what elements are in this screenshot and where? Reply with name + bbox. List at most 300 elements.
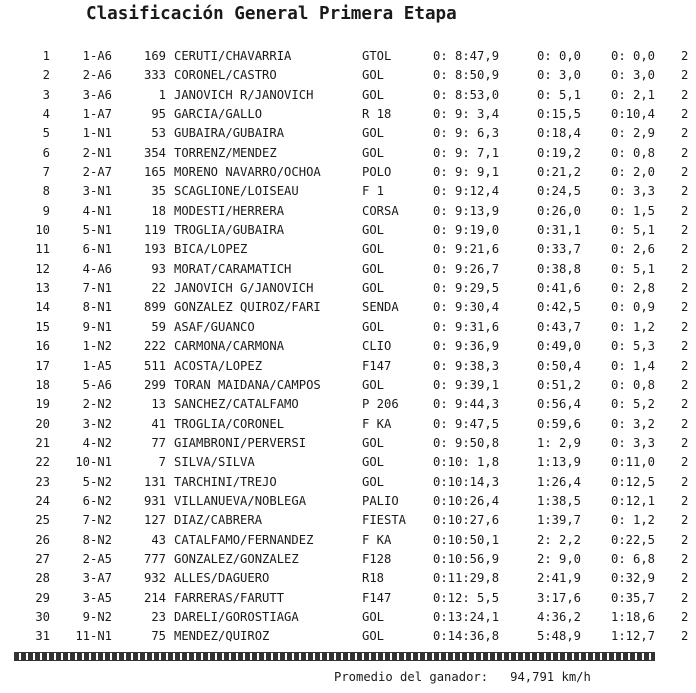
position: 26 [35, 532, 50, 547]
gap-to-leader: 0:59,6 [537, 416, 582, 431]
class-position: 6-N1 [82, 242, 112, 257]
car-number: 299 [143, 377, 166, 392]
car-model: GOL [362, 609, 385, 624]
class-position: 9-N2 [82, 609, 112, 624]
position: 12 [35, 261, 50, 276]
total-time: 0: 8:50,9 [433, 68, 500, 83]
gap-to-previous: 0: 5,1 [611, 223, 656, 238]
position: 29 [35, 590, 50, 605]
car-number: 193 [143, 242, 166, 257]
stage-count: 2 [681, 551, 689, 566]
car-model: CLIO [362, 339, 392, 354]
crew-name: CARMONA/CARMONA [174, 339, 285, 354]
table-row [0, 473, 696, 492]
gap-to-leader: 0:41,6 [537, 281, 582, 296]
position: 21 [35, 435, 50, 450]
total-time: 0: 8:47,9 [433, 49, 500, 63]
total-time: 0: 9:50,8 [433, 435, 500, 450]
table-row [0, 105, 696, 124]
car-model: F128 [362, 551, 392, 566]
class-position: 1-N1 [82, 126, 112, 141]
crew-name: GONZALEZ QUIROZ/FARI [174, 300, 321, 315]
table-row [0, 627, 696, 646]
crew-name: MENDEZ/QUIROZ [174, 629, 270, 644]
car-number: 53 [151, 126, 166, 141]
car-model: F 1 [362, 184, 385, 199]
table-row [0, 66, 696, 85]
gap-to-previous: 0: 0,8 [611, 377, 656, 392]
total-time: 0:12: 5,5 [433, 590, 500, 605]
position: 18 [35, 377, 50, 392]
table-row [0, 124, 696, 143]
table-row [0, 47, 696, 66]
car-number: 119 [143, 223, 166, 238]
table-row [0, 415, 696, 434]
total-time: 0: 9:36,9 [433, 339, 500, 354]
table-row [0, 337, 696, 356]
gap-to-previous: 0: 0,9 [611, 300, 656, 315]
stage-count: 2 [681, 165, 689, 180]
total-time: 0: 9:44,3 [433, 397, 500, 412]
stage-count: 2 [681, 590, 689, 605]
winner-average-unit: km/h [561, 670, 591, 684]
crew-name: GIAMBRONI/PERVERSI [174, 435, 307, 450]
class-position: 3-N2 [82, 416, 112, 431]
class-position: 6-N2 [82, 493, 112, 508]
gap-to-leader: 0:26,0 [537, 203, 582, 218]
gap-to-previous: 0: 5,1 [611, 261, 656, 276]
gap-to-leader: 3:17,6 [537, 590, 582, 605]
position: 20 [35, 416, 50, 431]
car-model: GOL [362, 242, 385, 257]
gap-to-leader: 5:48,9 [537, 629, 582, 644]
class-position: 4-A6 [82, 261, 112, 276]
winner-average [334, 670, 591, 684]
total-time: 0: 9:19,0 [433, 223, 500, 238]
winner-average-label: Promedio del ganador: [334, 670, 489, 684]
car-number: 214 [143, 590, 166, 605]
class-position: 9-N1 [82, 319, 112, 334]
gap-to-leader: 2: 9,0 [537, 551, 582, 566]
gap-to-previous: 0: 2,9 [611, 126, 656, 141]
position: 7 [42, 165, 50, 180]
class-position: 10-N1 [75, 455, 112, 470]
stage-count: 2 [681, 68, 689, 83]
crew-name: GARCIA/GALLO [174, 107, 263, 122]
total-time: 0: 8:53,0 [433, 87, 500, 102]
car-model: F KA [362, 532, 392, 547]
gap-to-previous: 0: 3,3 [611, 435, 656, 450]
car-number: 13 [151, 397, 166, 412]
gap-to-leader: 0:49,0 [537, 339, 582, 354]
class-position: 1-A5 [82, 358, 112, 373]
class-position: 2-A7 [82, 165, 112, 180]
car-model: F147 [362, 590, 392, 605]
table-row [0, 376, 696, 395]
class-position: 7-N2 [82, 513, 112, 528]
car-number: 127 [143, 513, 166, 528]
position: 30 [35, 609, 50, 624]
car-number: 7 [158, 455, 166, 470]
car-number: 93 [151, 261, 166, 276]
crew-name: VILLANUEVA/NOBLEGA [174, 493, 307, 508]
position: 8 [42, 184, 50, 199]
gap-to-leader: 0: 0,0 [537, 49, 582, 63]
car-number: 169 [143, 49, 166, 63]
car-model: GOL [362, 377, 385, 392]
table-row [0, 279, 696, 298]
car-number: 932 [143, 571, 166, 586]
car-number: 75 [151, 629, 166, 644]
total-time: 0: 9:31,6 [433, 319, 500, 334]
gap-to-previous: 0: 2,1 [611, 87, 656, 102]
gap-to-previous: 0:10,4 [611, 107, 656, 122]
class-position: 2-A5 [82, 551, 112, 566]
table-row [0, 318, 696, 337]
stage-count: 2 [681, 629, 689, 644]
stage-count: 2 [681, 242, 689, 257]
car-number: 77 [151, 435, 166, 450]
gap-to-leader: 0:43,7 [537, 319, 582, 334]
position: 10 [35, 223, 50, 238]
gap-to-leader: 1:13,9 [537, 455, 582, 470]
gap-to-previous: 0: 3,2 [611, 416, 656, 431]
results-table [0, 47, 696, 647]
car-number: 23 [151, 609, 166, 624]
car-model: GOL [362, 87, 385, 102]
car-model: F KA [362, 416, 392, 431]
position: 27 [35, 551, 50, 566]
total-time: 0: 9: 7,1 [433, 145, 500, 160]
total-time: 0: 9:29,5 [433, 281, 500, 296]
table-row [0, 221, 696, 240]
table-row [0, 531, 696, 550]
crew-name: MORAT/CARAMATICH [174, 261, 292, 276]
gap-to-leader: 0:42,5 [537, 300, 582, 315]
gap-to-leader: 1:39,7 [537, 513, 582, 528]
gap-to-leader: 0:15,5 [537, 107, 582, 122]
gap-to-leader: 4:36,2 [537, 609, 582, 624]
total-time: 0: 9:26,7 [433, 261, 500, 276]
class-position: 3-A5 [82, 590, 112, 605]
table-row [0, 453, 696, 472]
car-model: GOL [362, 223, 385, 238]
car-model: P 206 [362, 397, 399, 412]
crew-name: FARRERAS/FARUTT [174, 590, 285, 605]
gap-to-leader: 1:38,5 [537, 493, 582, 508]
position: 14 [35, 300, 50, 315]
table-row [0, 589, 696, 608]
car-number: 18 [151, 203, 166, 218]
crew-name: TORRENZ/MENDEZ [174, 145, 277, 160]
car-model: CORSA [362, 203, 399, 218]
total-time: 0:10:14,3 [433, 474, 500, 489]
class-position: 7-N1 [82, 281, 112, 296]
class-position: 1-A6 [82, 49, 112, 63]
gap-to-previous: 0: 1,2 [611, 319, 656, 334]
gap-to-leader: 0:19,2 [537, 145, 582, 160]
table-row [0, 550, 696, 569]
stage-count: 2 [681, 358, 689, 373]
table-row [0, 511, 696, 530]
gap-to-leader: 0:33,7 [537, 242, 582, 257]
car-model: GOL [362, 629, 385, 644]
stage-count: 2 [681, 532, 689, 547]
gap-to-leader: 0:18,4 [537, 126, 582, 141]
class-position: 5-N1 [82, 223, 112, 238]
gap-to-leader: 0:31,1 [537, 223, 582, 238]
stage-count: 2 [681, 281, 689, 296]
gap-to-leader: 2: 2,2 [537, 532, 582, 547]
gap-to-leader: 0:50,4 [537, 358, 582, 373]
gap-to-previous: 0:12,5 [611, 474, 656, 489]
position: 16 [35, 339, 50, 354]
crew-name: BICA/LOPEZ [174, 242, 248, 257]
car-model: GOL [362, 68, 385, 83]
class-position: 4-N1 [82, 203, 112, 218]
table-row [0, 357, 696, 376]
position: 24 [35, 493, 50, 508]
total-time: 0:11:29,8 [433, 571, 500, 586]
car-model: SENDA [362, 300, 399, 315]
stage-count: 2 [681, 223, 689, 238]
total-time: 0: 9:38,3 [433, 358, 500, 373]
car-number: 165 [143, 165, 166, 180]
separator-line [14, 652, 655, 661]
total-time: 0: 9: 6,3 [433, 126, 500, 141]
gap-to-previous: 1:12,7 [611, 629, 656, 644]
table-row [0, 569, 696, 588]
car-model: POLO [362, 165, 392, 180]
gap-to-previous: 0: 3,3 [611, 184, 656, 199]
table-row [0, 608, 696, 627]
gap-to-previous: 0:11,0 [611, 455, 656, 470]
car-model: GOL [362, 319, 385, 334]
car-number: 41 [151, 416, 166, 431]
position: 9 [42, 203, 50, 218]
stage-count: 2 [681, 87, 689, 102]
gap-to-previous: 0: 1,4 [611, 358, 656, 373]
stage-count: 2 [681, 474, 689, 489]
position: 6 [42, 145, 50, 160]
crew-name: GUBAIRA/GUBAIRA [174, 126, 285, 141]
class-position: 11-N1 [75, 629, 112, 644]
car-model: GOL [362, 435, 385, 450]
car-model: R18 [362, 571, 385, 586]
gap-to-previous: 0:22,5 [611, 532, 656, 547]
table-row [0, 298, 696, 317]
gap-to-leader: 1:26,4 [537, 474, 582, 489]
car-model: GOL [362, 261, 385, 276]
class-position: 2-N2 [82, 397, 112, 412]
position: 5 [42, 126, 50, 141]
car-number: 95 [151, 107, 166, 122]
gap-to-previous: 1:18,6 [611, 609, 656, 624]
car-model: GTOL [362, 49, 392, 63]
position: 1 [42, 49, 50, 63]
position: 22 [35, 455, 50, 470]
position: 23 [35, 474, 50, 489]
total-time: 0:10: 1,8 [433, 455, 500, 470]
position: 19 [35, 397, 50, 412]
crew-name: GONZALEZ/GONZALEZ [174, 551, 299, 566]
car-model: GOL [362, 455, 385, 470]
crew-name: TROGLIA/CORONEL [174, 416, 285, 431]
car-number: 899 [143, 300, 166, 315]
table-row [0, 202, 696, 221]
position: 25 [35, 513, 50, 528]
total-time: 0: 9:47,5 [433, 416, 500, 431]
position: 15 [35, 319, 50, 334]
gap-to-previous: 0: 3,0 [611, 68, 656, 83]
gap-to-previous: 0: 1,5 [611, 203, 656, 218]
table-row [0, 395, 696, 414]
stage-count: 2 [681, 397, 689, 412]
car-number: 1 [158, 87, 166, 102]
stage-count: 2 [681, 300, 689, 315]
gap-to-previous: 0: 0,0 [611, 49, 656, 63]
class-position: 4-N2 [82, 435, 112, 450]
stage-count: 2 [681, 145, 689, 160]
stage-count: 2 [681, 107, 689, 122]
total-time: 0: 9:21,6 [433, 242, 500, 257]
page-title: Clasificación General Primera Etapa [86, 4, 457, 24]
crew-name: SCAGLIONE/LOISEAU [174, 184, 299, 199]
table-row [0, 163, 696, 182]
total-time: 0:10:56,9 [433, 551, 500, 566]
car-number: 354 [143, 145, 166, 160]
stage-count: 2 [681, 339, 689, 354]
class-position: 3-N1 [82, 184, 112, 199]
crew-name: MODESTI/HERRERA [174, 203, 285, 218]
car-model: R 18 [362, 107, 392, 122]
crew-name: DARELI/GOROSTIAGA [174, 609, 299, 624]
stage-count: 2 [681, 571, 689, 586]
table-row [0, 240, 696, 259]
car-number: 131 [143, 474, 166, 489]
table-row [0, 86, 696, 105]
gap-to-previous: 0: 0,8 [611, 145, 656, 160]
car-number: 333 [143, 68, 166, 83]
gap-to-previous: 0: 2,0 [611, 165, 656, 180]
class-position: 8-N1 [82, 300, 112, 315]
stage-count: 2 [681, 609, 689, 624]
gap-to-leader: 1: 2,9 [537, 435, 582, 450]
crew-name: TROGLIA/GUBAIRA [174, 223, 285, 238]
total-time: 0:10:27,6 [433, 513, 500, 528]
crew-name: TARCHINI/TREJO [174, 474, 277, 489]
car-number: 222 [143, 339, 166, 354]
crew-name: SILVA/SILVA [174, 455, 255, 470]
car-number: 777 [143, 551, 166, 566]
car-model: FIESTA [362, 513, 407, 528]
table-row [0, 434, 696, 453]
class-position: 8-N2 [82, 532, 112, 547]
class-position: 2-A6 [82, 68, 112, 83]
stage-count: 2 [681, 126, 689, 141]
class-position: 2-N1 [82, 145, 112, 160]
gap-to-previous: 0: 1,2 [611, 513, 656, 528]
car-number: 59 [151, 319, 166, 334]
gap-to-leader: 0:24,5 [537, 184, 582, 199]
total-time: 0: 9:13,9 [433, 203, 500, 218]
stage-count: 2 [681, 319, 689, 334]
total-time: 0: 9: 9,1 [433, 165, 500, 180]
class-position: 1-N2 [82, 339, 112, 354]
position: 17 [35, 358, 50, 373]
car-number: 22 [151, 281, 166, 296]
total-time: 0:10:50,1 [433, 532, 500, 547]
crew-name: DIAZ/CABRERA [174, 513, 263, 528]
table-row [0, 182, 696, 201]
gap-to-previous: 0:12,1 [611, 493, 656, 508]
total-time: 0: 9: 3,4 [433, 107, 500, 122]
stage-count: 2 [681, 203, 689, 218]
position: 11 [35, 242, 50, 257]
car-number: 35 [151, 184, 166, 199]
gap-to-leader: 0: 5,1 [537, 87, 582, 102]
gap-to-leader: 0:51,2 [537, 377, 582, 392]
total-time: 0:10:26,4 [433, 493, 500, 508]
class-position: 3-A7 [82, 571, 112, 586]
car-model: GOL [362, 126, 385, 141]
total-time: 0: 9:39,1 [433, 377, 500, 392]
gap-to-previous: 0: 6,8 [611, 551, 656, 566]
class-position: 5-A6 [82, 377, 112, 392]
total-time: 0:14:36,8 [433, 629, 500, 644]
car-model: GOL [362, 474, 385, 489]
stage-count: 2 [681, 377, 689, 392]
stage-count: 2 [681, 49, 689, 63]
position: 31 [35, 629, 50, 644]
gap-to-leader: 0:21,2 [537, 165, 582, 180]
car-number: 43 [151, 532, 166, 547]
gap-to-previous: 0:32,9 [611, 571, 656, 586]
car-number: 931 [143, 493, 166, 508]
position: 28 [35, 571, 50, 586]
gap-to-previous: 0: 5,3 [611, 339, 656, 354]
gap-to-previous: 0: 5,2 [611, 397, 656, 412]
table-row [0, 492, 696, 511]
total-time: 0:13:24,1 [433, 609, 500, 624]
gap-to-previous: 0: 2,6 [611, 242, 656, 257]
total-time: 0: 9:12,4 [433, 184, 500, 199]
gap-to-previous: 0:35,7 [611, 590, 656, 605]
stage-count: 2 [681, 455, 689, 470]
position: 2 [42, 68, 50, 83]
car-number: 511 [143, 358, 166, 373]
crew-name: ASAF/GUANCO [174, 319, 255, 334]
car-model: F147 [362, 358, 392, 373]
position: 3 [42, 87, 50, 102]
position: 13 [35, 281, 50, 296]
stage-count: 2 [681, 513, 689, 528]
class-position: 1-A7 [82, 107, 112, 122]
crew-name: CORONEL/CASTRO [174, 68, 277, 83]
crew-name: JANOVICH G/JANOVICH [174, 281, 314, 296]
total-time: 0: 9:30,4 [433, 300, 500, 315]
car-model: GOL [362, 145, 385, 160]
class-position: 5-N2 [82, 474, 112, 489]
crew-name: MORENO NAVARRO/OCHOA [174, 165, 321, 180]
winner-average-value: 94,791 [510, 670, 555, 684]
crew-name: CERUTI/CHAVARRIA [174, 49, 292, 63]
crew-name: CATALFAMO/FERNANDEZ [174, 532, 314, 547]
crew-name: JANOVICH R/JANOVICH [174, 87, 314, 102]
gap-to-previous: 0: 2,8 [611, 281, 656, 296]
position: 4 [42, 107, 50, 122]
gap-to-leader: 0:38,8 [537, 261, 582, 276]
